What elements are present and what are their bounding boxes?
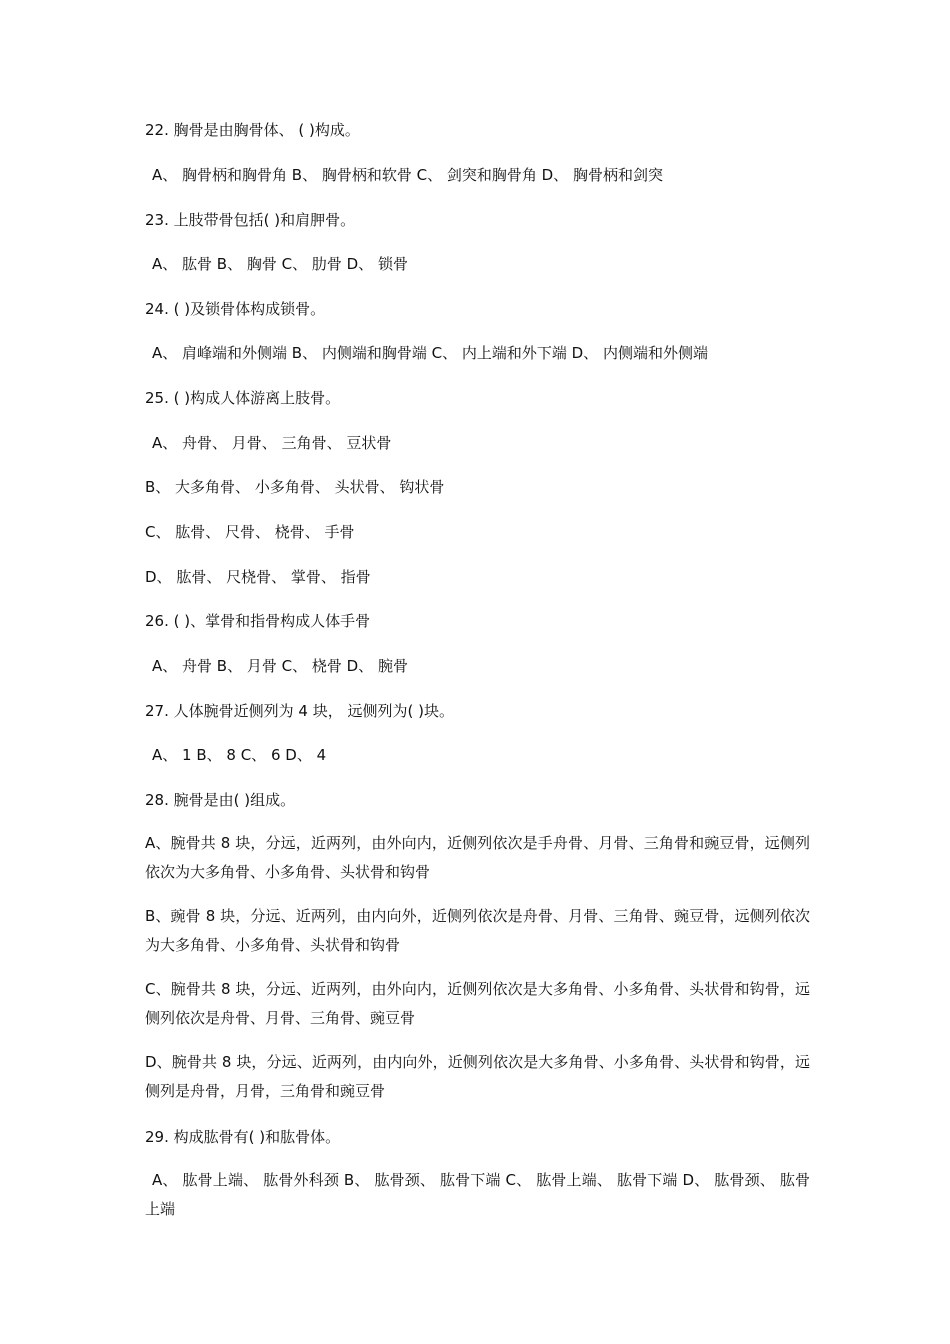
question-23-options: A、 肱骨 B、 胸骨 C、 肋骨 D、 锁骨 bbox=[152, 255, 408, 273]
question-22-stem: 22. 胸骨是由胸骨体、 ( )构成。 bbox=[145, 121, 360, 139]
question-29-stem: 29. 构成肱骨有( )和肱骨体。 bbox=[145, 1128, 341, 1146]
question-28-option-a: A、腕骨共 8 块，分远，近两列，由外向内，近侧列依次是手舟骨、月骨、三角骨和豌豆骨，远侧列依次为大多角骨、小多角骨、头状骨和钩骨 bbox=[145, 834, 810, 881]
question-27-options: A、 1 B、 8 C、 6 D、 4 bbox=[152, 746, 327, 764]
question-25-stem: 25. ( )构成人体游离上肢骨。 bbox=[145, 389, 341, 407]
question-28-stem: 28. 腕骨是由( )组成。 bbox=[145, 791, 296, 809]
question-24-stem: 24. ( )及锁骨体构成锁骨。 bbox=[145, 300, 326, 318]
question-23-stem: 23. 上肢带骨包括( )和肩胛骨。 bbox=[145, 211, 356, 229]
question-26-options: A、 舟骨 B、 月骨 C、 桡骨 D、 腕骨 bbox=[152, 657, 408, 675]
question-25-option-a: A、 舟骨、 月骨、 三角骨、 豆状骨 bbox=[152, 434, 392, 452]
question-28-option-d: D、腕骨共 8 块，分远、近两列，由内向外，近侧列依次是大多角骨、小多角骨、头状骨和钩骨，远侧列是舟骨，月骨，三角骨和豌豆骨 bbox=[145, 1053, 810, 1100]
question-22-options: A、 胸骨柄和胸骨角 B、 胸骨柄和软骨 C、 剑突和胸骨角 D、 胸骨柄和剑突 bbox=[152, 166, 663, 184]
question-27-stem: 27. 人体腕骨近侧列为 4 块， 远侧列为( )块。 bbox=[145, 702, 454, 720]
question-29-options: A、 肱骨上端、 肱骨外科颈 B、 肱骨颈、 肱骨下端 C、 肱骨上端、 肱骨下端 D、 肱骨颈、 肱骨上端 bbox=[145, 1171, 810, 1218]
question-25-option-d: D、 肱骨、 尺桡骨、 掌骨、 指骨 bbox=[145, 568, 371, 586]
question-26-stem: 26. ( )、掌骨和指骨构成人体手骨 bbox=[145, 612, 371, 630]
question-25-option-b: B、 大多角骨、 小多角骨、 头状骨、 钩状骨 bbox=[145, 478, 445, 496]
question-25-option-c: C、 肱骨、 尺骨、 桡骨、 手骨 bbox=[145, 523, 355, 541]
question-28-option-b: B、豌骨 8 块，分远、近两列，由内向外，近侧列依次是舟骨、月骨、三角骨、豌豆骨，远侧列依次为大多角骨、小多角骨、头状骨和钩骨 bbox=[145, 907, 810, 954]
question-24-options: A、 肩峰端和外侧端 B、 内侧端和胸骨端 C、 内上端和外下端 D、 内侧端和外侧端 bbox=[152, 344, 708, 362]
question-28-option-c: C、腕骨共 8 块，分远、近两列，由外向内，近侧列依次是大多角骨、小多角骨、头状骨和钩骨，远侧列依次是舟骨、月骨、三角骨、豌豆骨 bbox=[145, 980, 810, 1027]
